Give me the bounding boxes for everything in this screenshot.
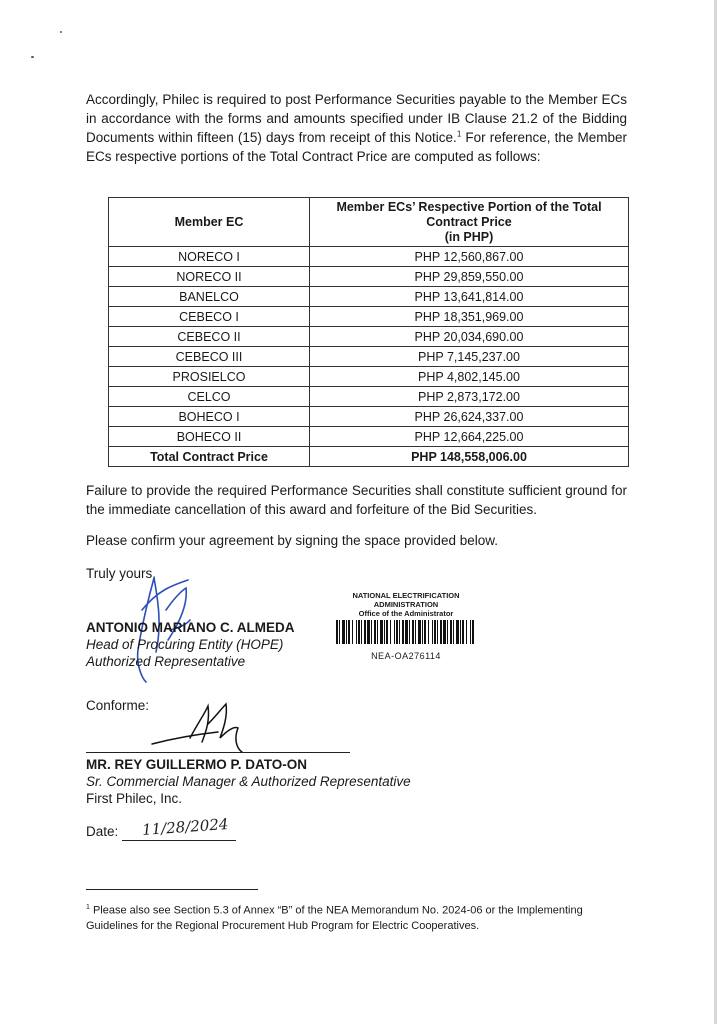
- barcode-bar: [412, 620, 414, 644]
- barcode-bar: [384, 620, 385, 644]
- signature-conforme: [150, 698, 250, 758]
- table-row: [109, 387, 629, 407]
- table-header-row: [109, 198, 629, 247]
- member-ec-cell: NORECO I: [109, 247, 310, 267]
- signatory2-name: MR. REY GUILLERMO P. DATO-ON: [86, 757, 308, 772]
- barcode-bar: [450, 620, 452, 644]
- table-row: [109, 247, 629, 267]
- barcode-bar: [358, 620, 360, 644]
- amount-cell: PHP 26,624,337.00: [310, 407, 629, 427]
- barcode-bar: [339, 620, 340, 644]
- barcode-bar: [466, 620, 467, 644]
- signatory1-title: Head of Procuring Entity (HOPE): [86, 637, 284, 652]
- footnote-reference: 1: [456, 129, 462, 139]
- table-row: [109, 287, 629, 307]
- header-member-ec: Member EC: [109, 198, 310, 247]
- paragraph-failure-notice: Failure to provide the required Performance Securities shall constitute sufficient ground for the immediate cancellation of this award and forfeiture of the Bid Securities.: [86, 483, 627, 517]
- amount-cell: PHP 12,560,867.00: [310, 247, 629, 267]
- barcode-bar: [348, 620, 350, 644]
- member-ec-cell: BOHECO I: [109, 407, 310, 427]
- closing-salutation: Truly yours,: [86, 566, 157, 581]
- stamp-line1: NATIONAL ELECTRIFICATION: [352, 591, 460, 600]
- amount-cell: PHP 13,641,814.00: [310, 287, 629, 307]
- barcode-bar: [346, 620, 347, 644]
- stamp-line3: Office of the Administrator: [358, 609, 454, 618]
- conforme-label: Conforme:: [86, 698, 150, 713]
- barcode-bar: [361, 620, 362, 644]
- barcode-bar: [443, 620, 446, 644]
- member-ec-cell: BANELCO: [109, 287, 310, 307]
- table-row: [109, 347, 629, 367]
- barcode-bar: [374, 620, 376, 644]
- amount-cell: PHP 4,802,145.00: [310, 367, 629, 387]
- paragraph-performance-securities: Accordingly, Philec is required to post Performance Securities payable to the Member ECs in accordance with the forms and amounts specified under IB Clause 21.2 of the Bidding Documents within fifteen (15) days from receipt of this Notice.$^1$ For reference, the Member ECs respective portions of the Total Contract Price are computed as follows:: [86, 92, 627, 164]
- barcode-bar: [424, 620, 426, 644]
- barcode-bar: [472, 620, 474, 644]
- barcode-bar: [432, 620, 433, 644]
- stamp-line2: ADMINISTRATION: [373, 600, 439, 609]
- barcode-bar: [422, 620, 423, 644]
- barcode-bar: [399, 620, 400, 644]
- barcode: [336, 620, 476, 644]
- date-line: [122, 840, 236, 841]
- handwritten-date: 11/28/2024: [141, 815, 229, 839]
- barcode-bar: [380, 620, 383, 644]
- amount-cell: PHP 18,351,969.00: [310, 307, 629, 327]
- barcode-bar: [367, 620, 370, 644]
- member-ec-cell: CEBECO III: [109, 347, 310, 367]
- member-ec-cell: CEBECO I: [109, 307, 310, 327]
- member-ec-cell: PROSIELCO: [109, 367, 310, 387]
- footnote-text: Please also see Section 5.3 of Annex “B” of the NEA Memorandum No. 2024-06 or the Implementing Guidelines for the Regional Procurement Hub Program for Electric Cooperatives.: [86, 904, 583, 932]
- amount-cell: PHP 20,034,690.00: [310, 327, 629, 347]
- amount-cell: PHP 29,859,550.00: [310, 267, 629, 287]
- barcode-bar: [470, 620, 471, 644]
- barcode-bar: [377, 620, 378, 644]
- barcode-bar: [364, 620, 366, 644]
- signatory1-role: Authorized Representative: [86, 654, 246, 669]
- amount-cell: PHP 7,145,237.00: [310, 347, 629, 367]
- total-amount: PHP 148,558,006.00: [310, 447, 629, 467]
- table-row: [109, 427, 629, 447]
- amount-cell: PHP 2,873,172.00: [310, 387, 629, 407]
- table-row: [109, 367, 629, 387]
- footnote-mark: 1: [86, 904, 90, 911]
- barcode-bar: [460, 620, 461, 644]
- barcode-bar: [418, 620, 421, 644]
- barcode-bar: [352, 620, 353, 644]
- amount-cell: PHP 12,664,225.00: [310, 427, 629, 447]
- barcode-bar: [453, 620, 454, 644]
- signature-line: [86, 752, 350, 753]
- barcode-bar: [394, 620, 395, 644]
- barcode-bar: [342, 620, 345, 644]
- barcode-bar: [462, 620, 464, 644]
- barcode-bar: [405, 620, 408, 644]
- barcode-bar: [356, 620, 357, 644]
- signatory1-name: ANTONIO MARIANO C. ALMEDA: [86, 620, 295, 635]
- contract-price-table: [108, 197, 629, 467]
- paragraph-confirm: Please confirm your agreement by signing the space provided below.: [86, 533, 498, 548]
- barcode-bar: [456, 620, 459, 644]
- table-row: [109, 407, 629, 427]
- barcode-bar: [396, 620, 398, 644]
- barcode-bar: [336, 620, 338, 644]
- nea-receiving-stamp: [331, 591, 481, 661]
- member-ec-cell: BOHECO II: [109, 427, 310, 447]
- barcode-bar: [371, 620, 372, 644]
- scan-speck: [60, 31, 62, 33]
- member-ec-cell: CELCO: [109, 387, 310, 407]
- stamp-code: NEA-OA276114: [371, 651, 441, 661]
- barcode-bar: [402, 620, 404, 644]
- member-ec-cell: CEBECO II: [109, 327, 310, 347]
- barcode-bar: [434, 620, 436, 644]
- barcode-bar: [390, 620, 391, 644]
- table-total-row: [109, 447, 629, 467]
- barcode-bar: [428, 620, 429, 644]
- table-row: [109, 307, 629, 327]
- footnote: [86, 900, 631, 934]
- header-portion: Member ECs’ Respective Portion of the Total Contract Price (in PHP): [310, 198, 629, 247]
- barcode-bar: [447, 620, 448, 644]
- member-ec-cell: NORECO II: [109, 267, 310, 287]
- signatory2-title: Sr. Commercial Manager & Authorized Representative: [86, 774, 411, 789]
- total-label: Total Contract Price: [109, 447, 310, 467]
- barcode-bar: [409, 620, 410, 644]
- scan-speck: [31, 56, 34, 58]
- table-row: [109, 327, 629, 347]
- barcode-bar: [440, 620, 442, 644]
- date-label: Date:: [86, 824, 119, 839]
- signatory2-company: First Philec, Inc.: [86, 791, 183, 806]
- barcode-bar: [437, 620, 438, 644]
- barcode-bar: [386, 620, 388, 644]
- table-row: [109, 267, 629, 287]
- footnote-rule: [86, 889, 258, 890]
- barcode-bar: [415, 620, 416, 644]
